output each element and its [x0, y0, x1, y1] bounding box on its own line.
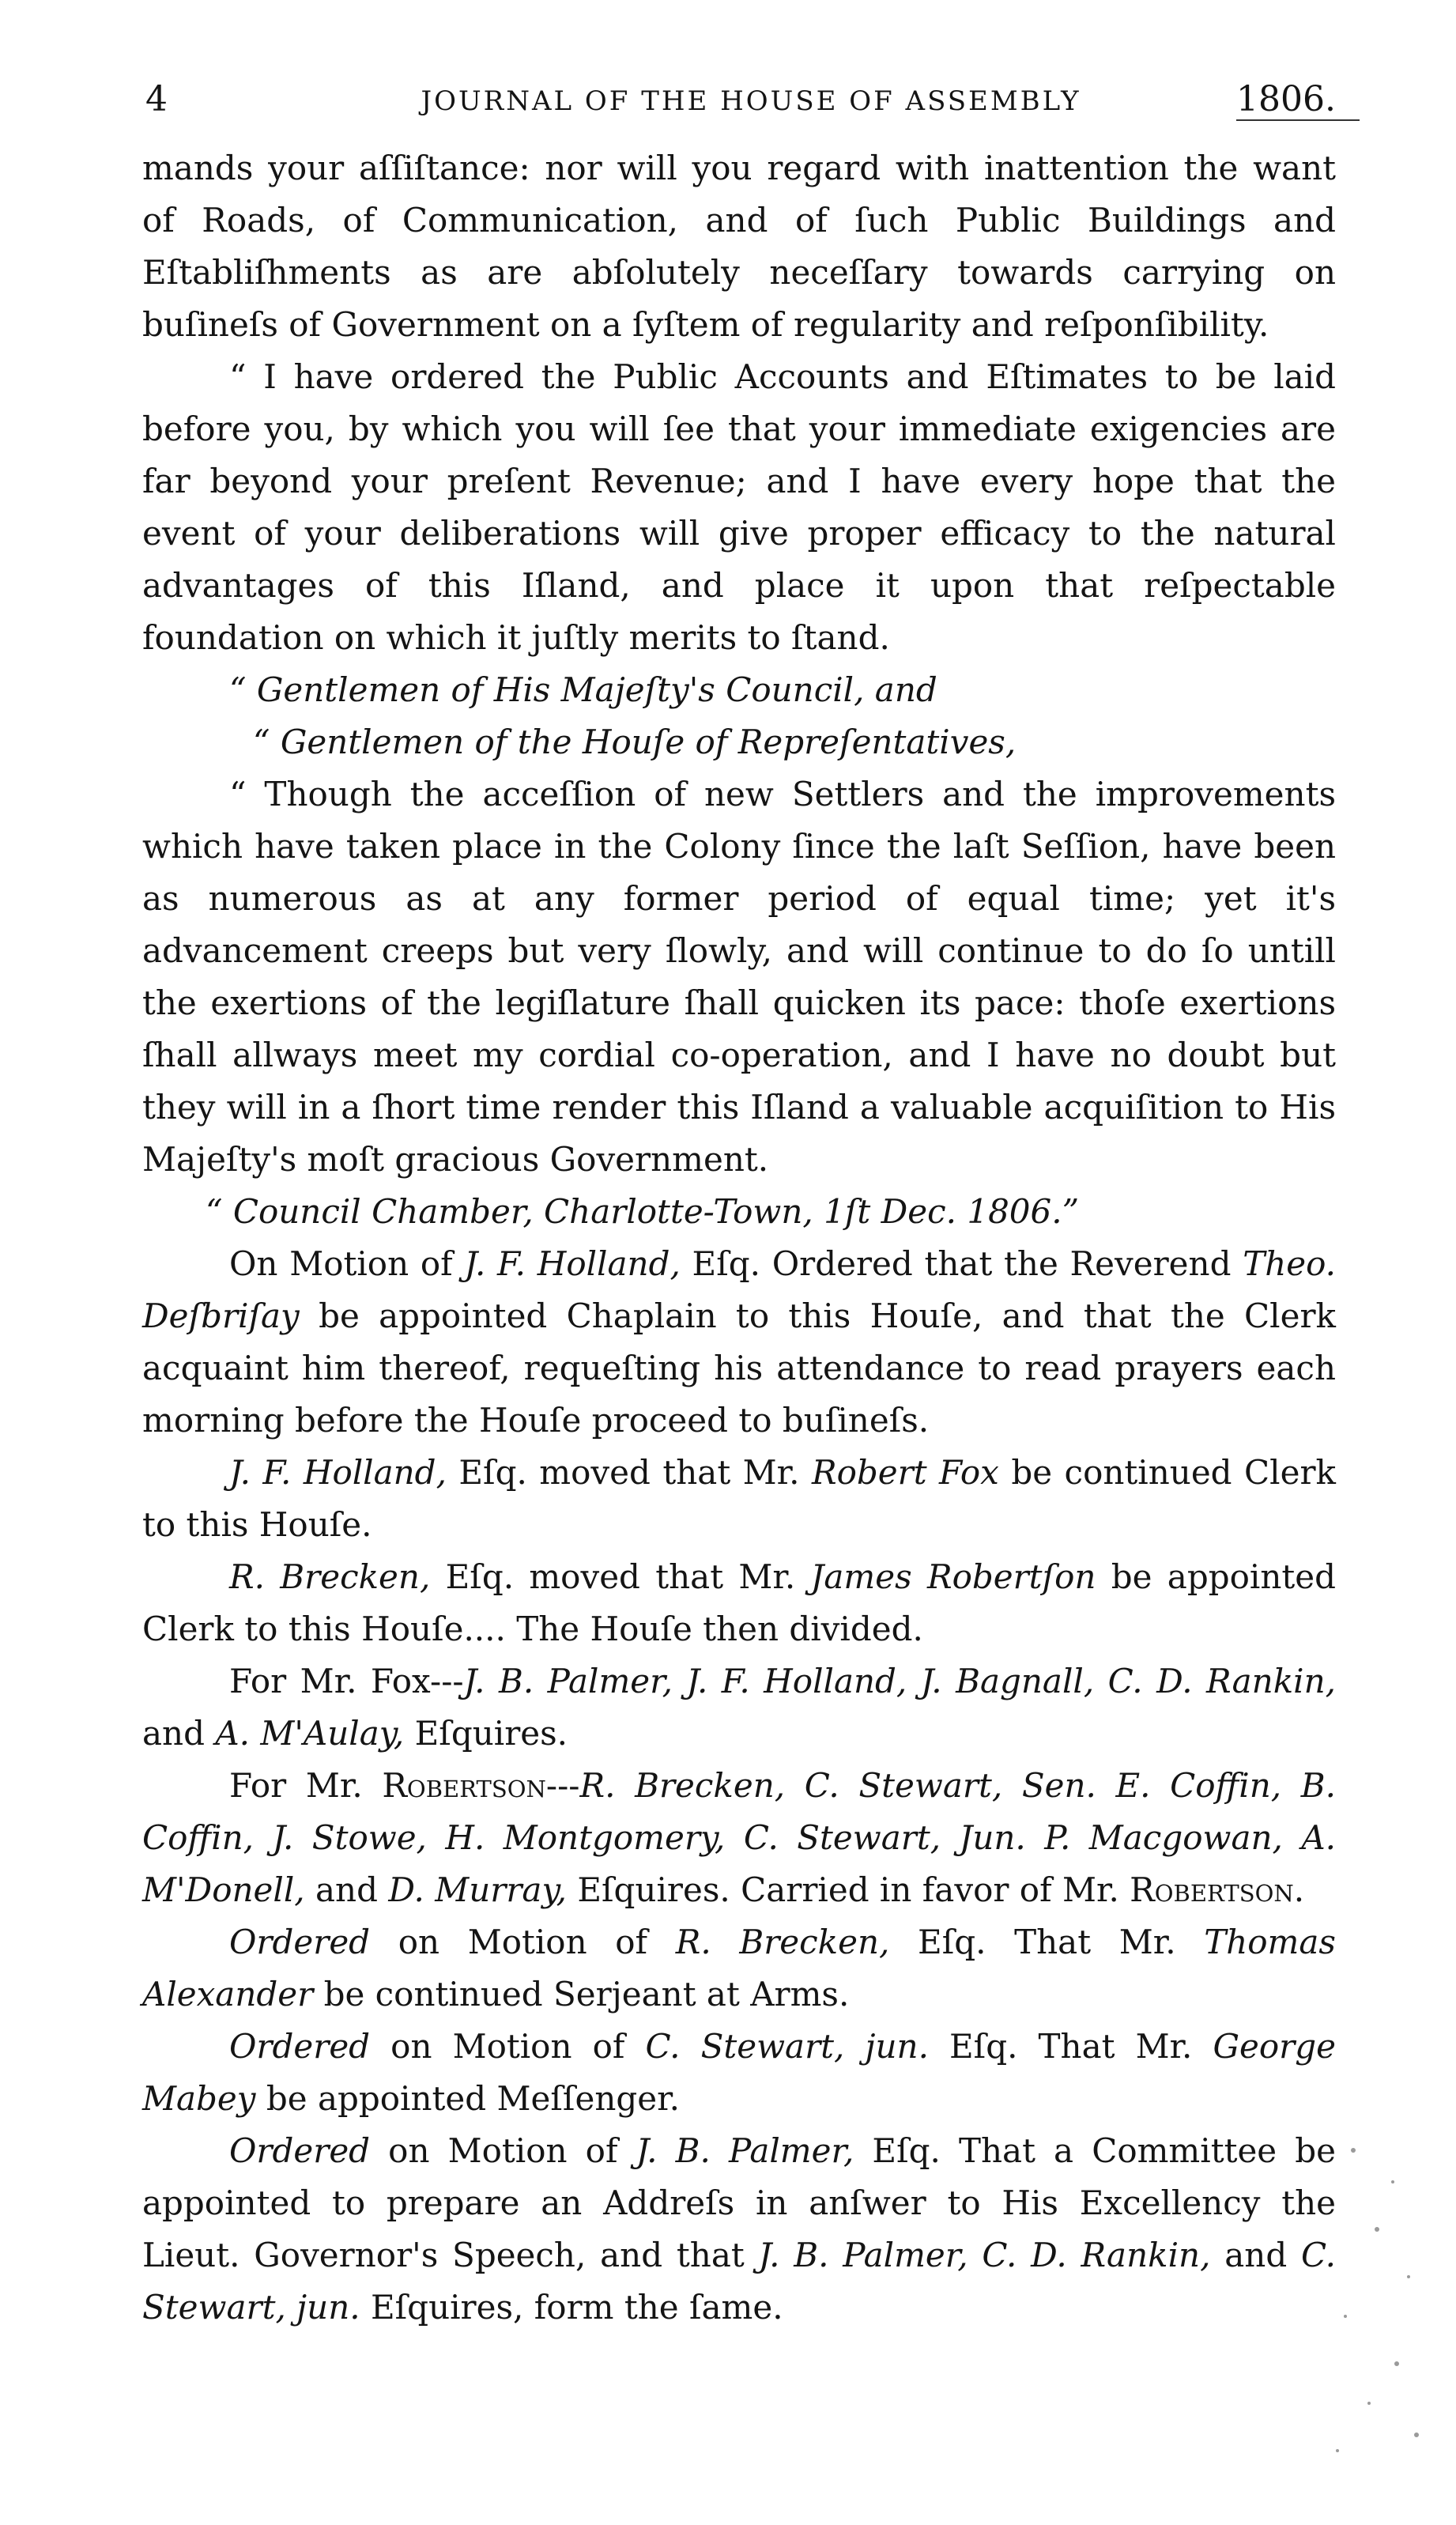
- order-messenger: Ordered on Motion of C. Stewart, jun. Eſq. That Mr. George Mabey be appointed Meſſenger.: [142, 2027, 1336, 2118]
- order-address-committee: Ordered on Motion of J. B. Palmer, Eſq. That a Committee be appointed to prepare an Addreſs in anſwer to His Excellency the Lieut. Governor's Speech, and that J. B. Palmer, C. D. Rankin, and C. Stewart, jun. Eſquires, form the ſame.: [142, 2131, 1337, 2327]
- journal-text: [142, 142, 1336, 2334]
- motion-chaplain: On Motion of J. F. Holland, Eſq. Ordered that the Reverend Theo. Deſbriſay be appointed Chaplain to this Houſe, and that the Clerk acquaint him thereof, requeſting his attendance to read prayers each morning before the Houſe proceed to buſineſs.: [142, 1244, 1337, 1440]
- page-number: 4: [145, 79, 168, 119]
- salutation-council: “ Gentlemen of His Majeſty's Council, and: [229, 670, 937, 709]
- salutation-representatives: “ Gentlemen of the Houſe of Repreſentatives,: [253, 723, 1017, 761]
- page-header: [142, 79, 1360, 134]
- motion-clerk-robertson: R. Brecken, Eſq. moved that Mr. James Robertſon be appointed Clerk to this Houſe.... The Houſe then divided.: [142, 1557, 1336, 1648]
- division-for-fox: For Mr. Fox---J. B. Palmer, J. F. Holland, J. Bagnall, C. D. Rankin, and A. M'Aulay, Eſquires.: [142, 1662, 1336, 1753]
- header-year: 1806.: [1236, 79, 1360, 121]
- order-serjeant: Ordered on Motion of R. Brecken, Eſq. That Mr. Thomas Alexander be continued Serjeant at Arms.: [142, 1923, 1336, 2014]
- speech-dateline: “ Council Chamber, Charlotte-Town, 1ſt Dec. 1806.”: [206, 1192, 1080, 1231]
- motion-clerk-fox: J. F. Holland, Eſq. moved that Mr. Robert Fox be continued Clerk to this Houſe.: [142, 1453, 1336, 1544]
- paragraph-accounts: “ I have ordered the Public Accounts and Eſtimates to be laid before you, by which you will ſee that your immediate exigencies are far beyond your preſent Revenue; and I have every hope that the event of your deliberations will give proper efficacy to the natural advantages of this Iſland, and place it upon that reſpectable foundation on which it juſtly merits to ſtand.: [142, 357, 1336, 657]
- paper-damage-specks: [1322, 2134, 1432, 2466]
- division-for-robertson: For Mr. Robertson---R. Brecken, C. Stewart, Sen. E. Coffin, B. Coffin, J. Stowe, H. Montgomery, C. Stewart, Jun. P. Macgowan, A. M'Donell, and D. Murray, Eſquires. Carried in favor of Mr. Robertson.: [142, 1766, 1336, 1909]
- running-head: JOURNAL OF THE HOUSE OF ASSEMBLY: [421, 85, 1081, 117]
- paragraph-settlers: “ Though the acceſſion of new Settlers and the improvements which have taken place in the Colony ſince the laſt Seſſion, have been as numerous as at any former period of equal time; yet it's advancement creeps but very ſlowly, and will continue to do ſo untill the exertions of the legiſlature ſhall quicken its pace: thoſe exertions ſhall allways meet my cordial co-operation, and I have no doubt but they will in a ſhort time render this Iſland a valuable acquiſition to His Majeſty's moſt gracious Government.: [142, 775, 1336, 1179]
- paragraph-continuation: mands your aſſiſtance: nor will you regard with inattention the want of Roads, of Communication, and of ſuch Public Buildings and Eſtabliſhments as are abſolutely neceſſary towards carrying on buſineſs of Government on a ſyſtem of regularity and reſponſibility.: [142, 149, 1336, 344]
